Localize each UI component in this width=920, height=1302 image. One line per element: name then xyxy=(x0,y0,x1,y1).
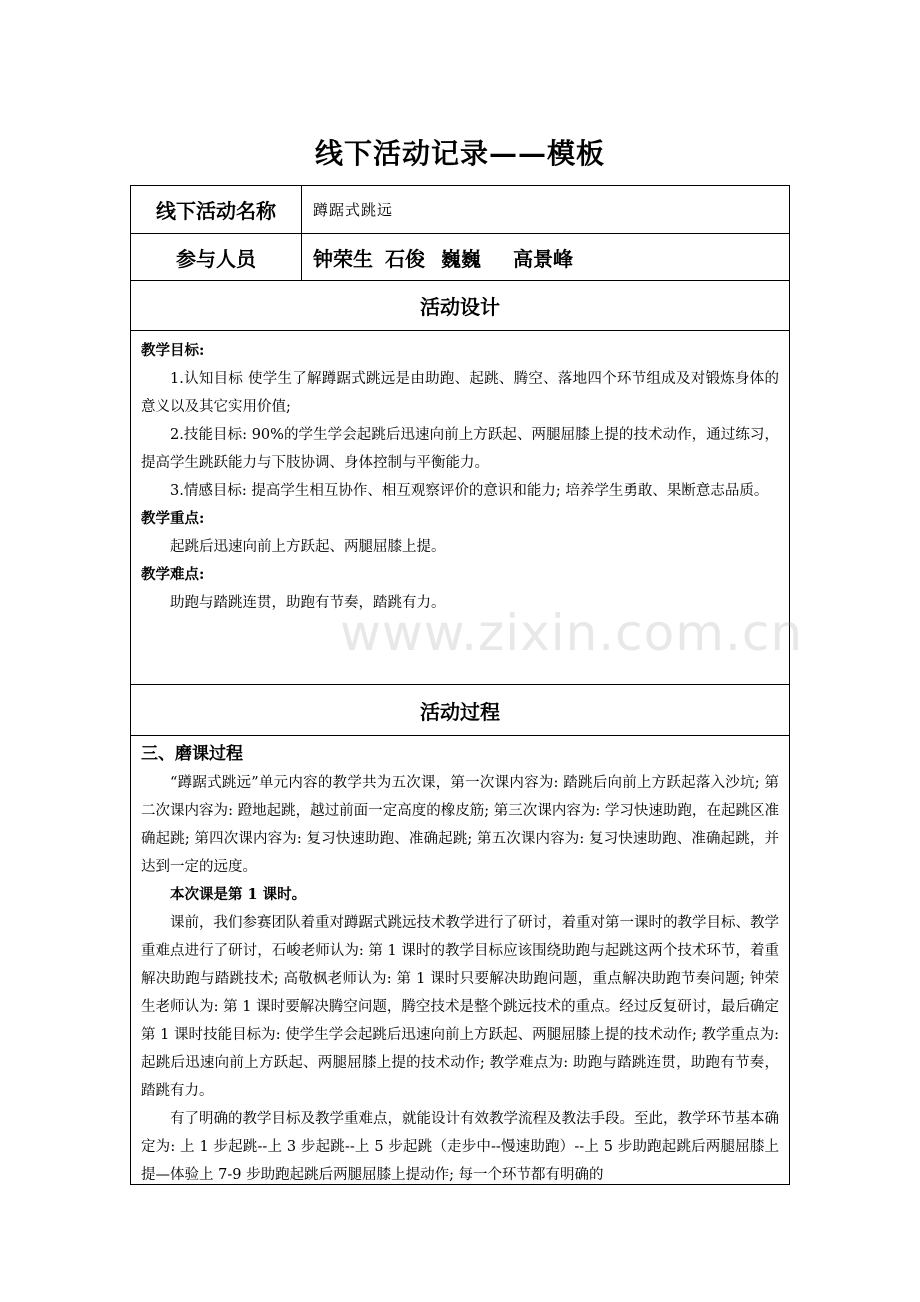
goal-item: 1.认知目标 使学生了解蹲踞式跳远是由助跑、起跳、腾空、落地四个环节组成及对锻炼身体的意义以及其它实用价值; xyxy=(141,371,779,415)
process-paragraph: 课前，我们参赛团队着重对蹲踞式跳远技术教学进行了研讨，着重对第一课时的教学目标、教学重难点进行了研讨，石峻老师认为: 第 1 课时的教学目标应该围绕助跑与起跳这两个技术环节，着重解决助跑与踏跳技术; 高敬枫老师认为: 第 1 课时只要解决助跑问题，重点解决助跑节奏问题; 钟荣生老师认为: 第 1 课时要解决腾空问题，腾空技术是整个跳远技术的重点。经过反复研讨，最后确定第 1 课时技能目标为: 使学生学会起跳后迅速向前上方跃起、两腿屈膝上提的技术动作; 教学重点为: 起跳后迅速向前上方跃起、两腿屈膝上提的技术动作; 教学难点为: 助跑与踏跳连贯，助跑有节奏，踏跳有力。 xyxy=(141,915,779,1099)
difficulty-text: 助跑与踏跳连贯，助跑有节奏，踏跳有力。 xyxy=(170,595,446,611)
section-title: 三、磨课过程 xyxy=(141,744,243,764)
key-label: 教学重点: xyxy=(141,510,205,527)
participant-name: 钟荣生 xyxy=(313,246,373,271)
participants-row xyxy=(131,234,789,281)
key-text: 起跳后迅速向前上方跃起、两腿屈膝上提。 xyxy=(170,539,446,555)
process-heading: 活动过程 xyxy=(131,685,789,736)
process-paragraph: “蹲踞式跳远”单元内容的教学共为五次课，第一次课内容为: 踏跳后向前上方跃起落入沙坑; 第二次课内容为: 蹬地起跳，越过前面一定高度的橡皮筋; 第三次课内容为: 学习快速助跑，在起跳区准确起跳; 第四次课内容为: 复习快速助跑、准确起跳; 第五次课内容为: 复习快速助跑、准确起跳，并达到一定的远度。 xyxy=(141,775,779,875)
participants-value xyxy=(303,234,789,280)
activity-name-row xyxy=(131,186,789,234)
page-title: 线下活动记录——模板 xyxy=(314,137,605,170)
goal-item: 3.情感目标: 提高学生相互协作、相互观察评价的意识和能力; 培养学生勇敢、果断意志品质。 xyxy=(170,483,769,499)
participants-label: 参与人员 xyxy=(131,234,302,280)
goal-item: 2.技能目标: 90%的学生学会起跳后迅速向前上方跃起、两腿屈膝上提的技术动作，通过练习，提高学生跳跃能力与下肢协调、身体控制与平衡能力。 xyxy=(141,427,779,471)
process-body xyxy=(131,736,789,1184)
current-lesson: 本次课是第 1 课时。 xyxy=(170,886,307,903)
record-table xyxy=(130,185,790,1185)
activity-name-label: 线下活动名称 xyxy=(131,186,302,233)
watermark: www.zixin.com.cn xyxy=(340,604,804,662)
activity-name-value: 蹲踞式跳远 xyxy=(313,201,394,219)
difficulty-label: 教学难点: xyxy=(141,566,205,583)
participant-name: 石俊 xyxy=(385,246,425,271)
process-paragraph: 有了明确的教学目标及教学重难点，就能设计有效教学流程及教法手段。至此，教学环节基本确定为: 上 1 步起跳--上 3 步起跳--上 5 步起跳（走步中--慢速助跑）--上 5 步助跑起跳后两腿屈膝上提—体验上 7-9 步助跑起跳后两腿屈膝上提动作; 每一个环节都有明确的 xyxy=(141,1111,779,1183)
design-heading: 活动设计 xyxy=(131,281,789,331)
goals-label: 教学目标: xyxy=(141,342,205,359)
participant-name: 高景峰 xyxy=(513,246,573,271)
participant-name: 巍巍 xyxy=(441,246,481,271)
